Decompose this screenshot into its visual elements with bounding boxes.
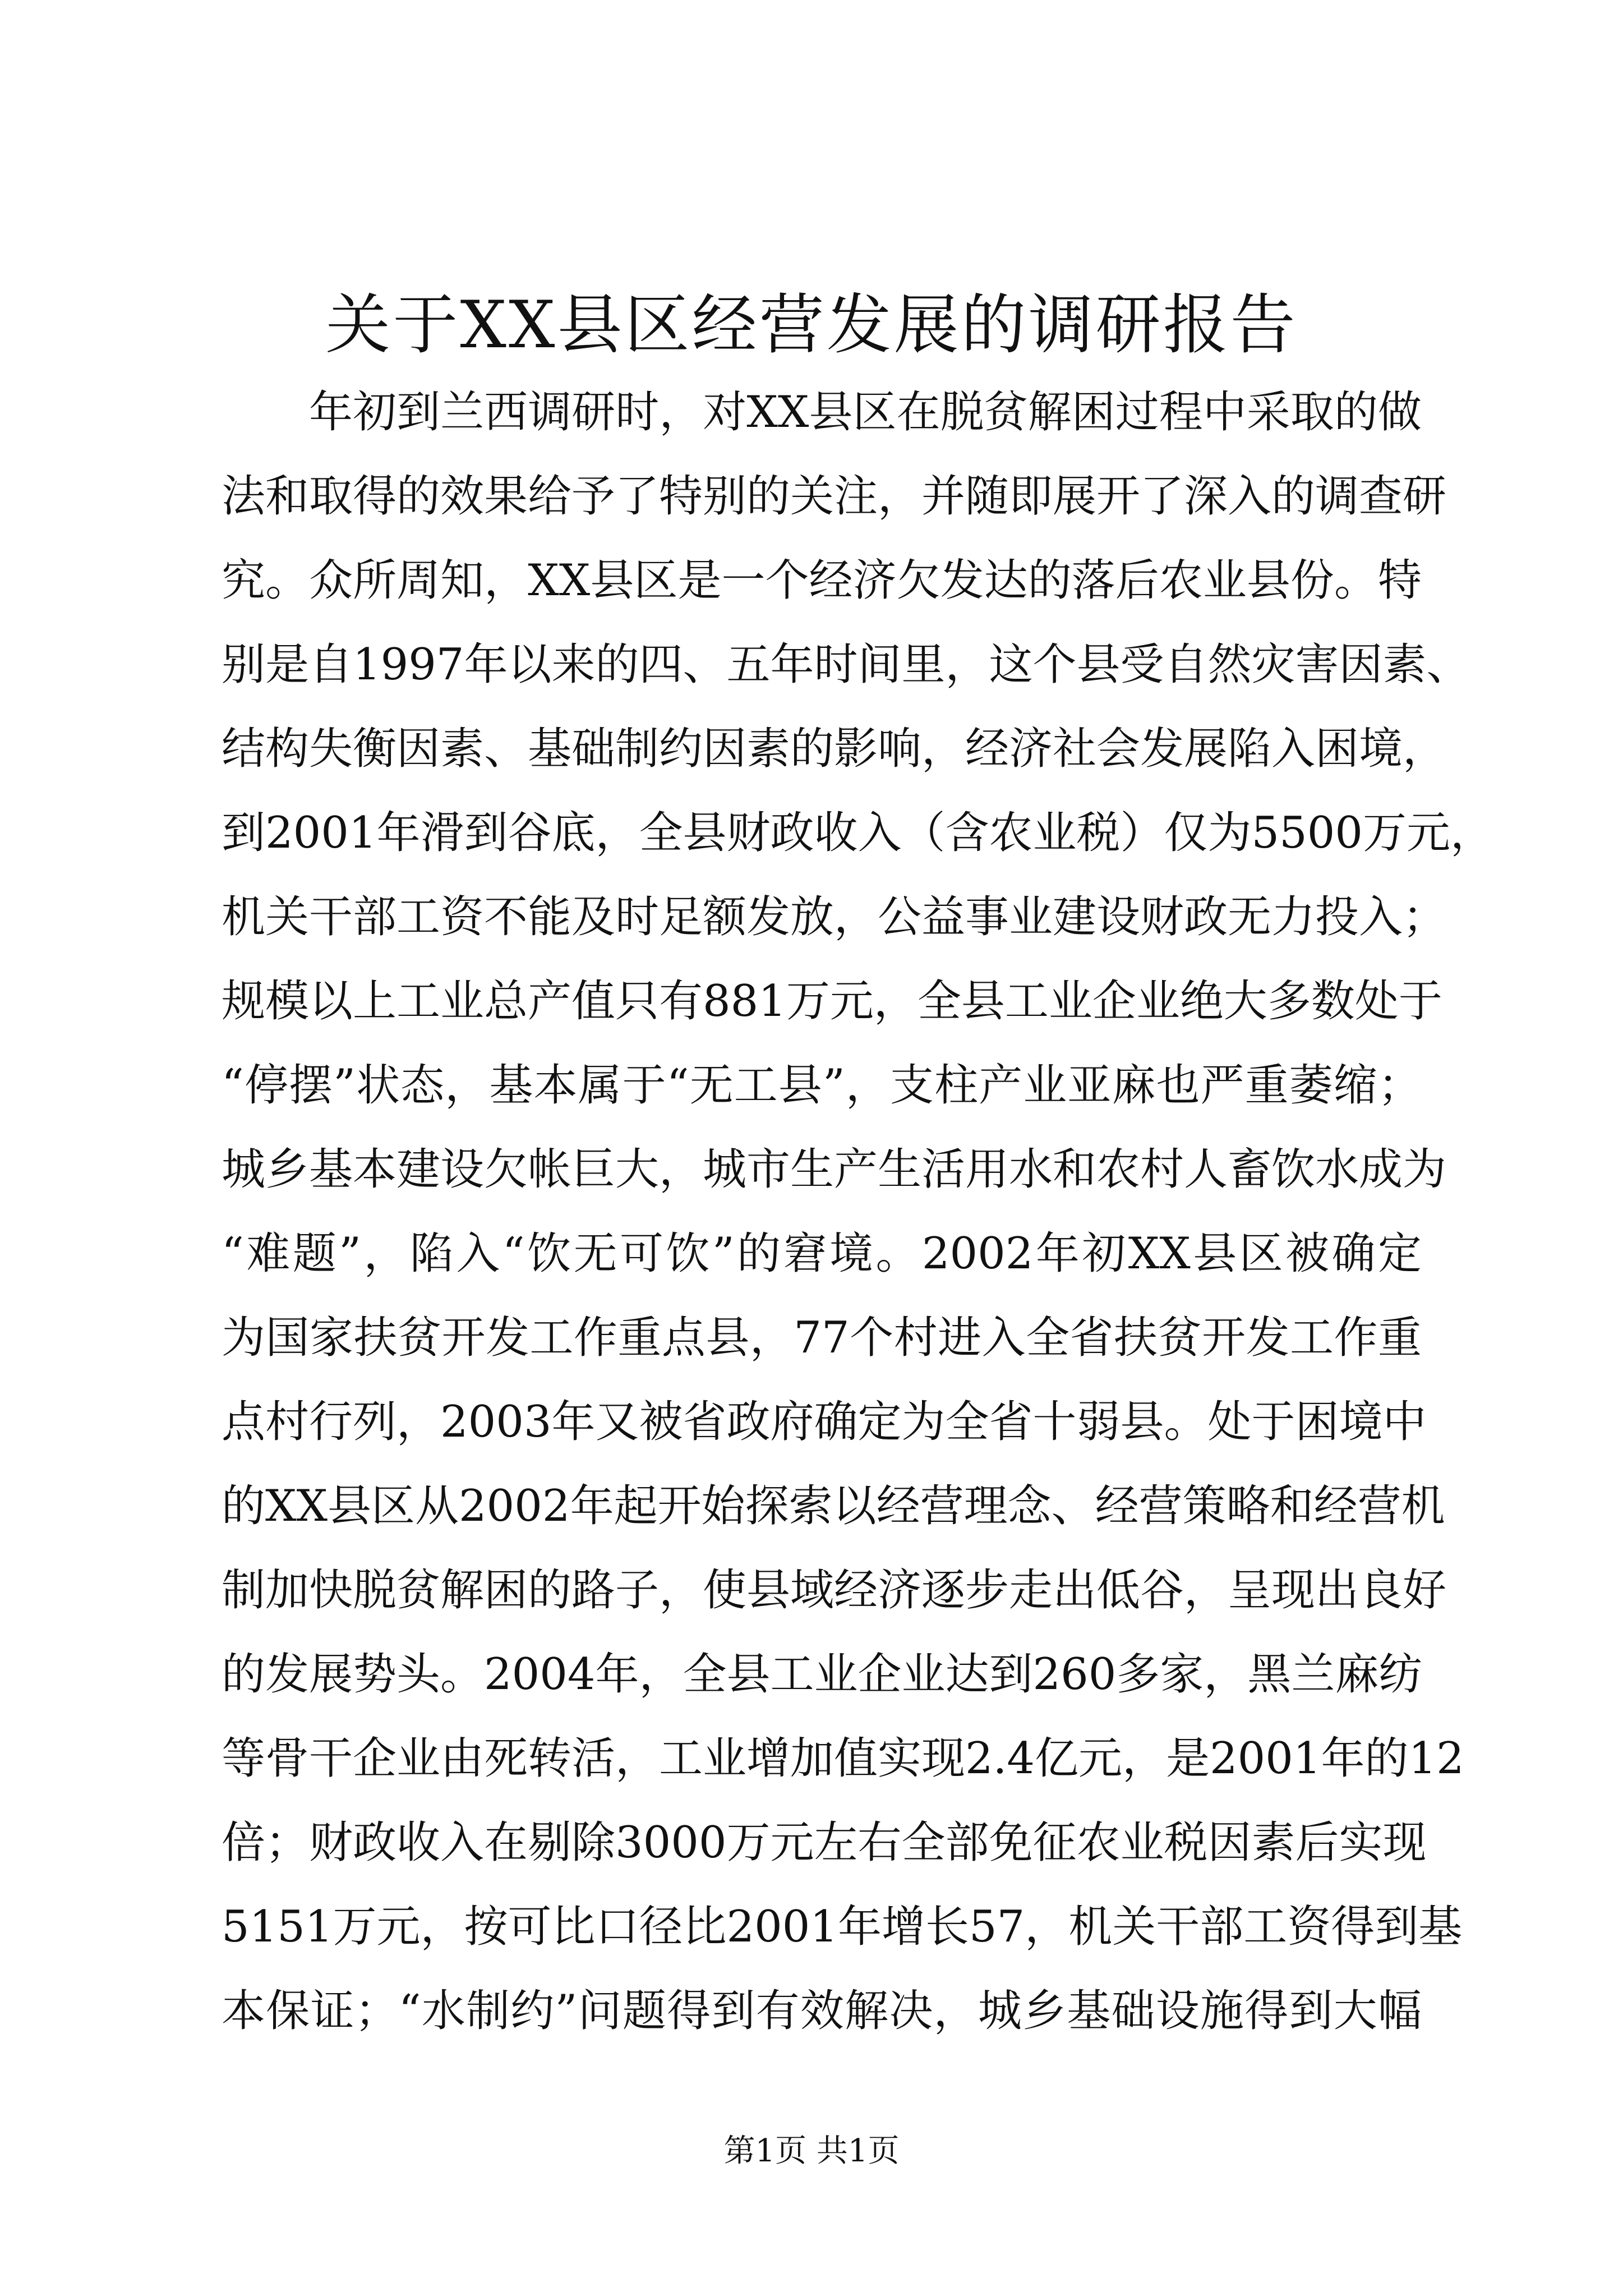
body-line: “停摆”状态，基本属于“无工县”，支柱产业亚麻也严重萎缩； <box>222 1060 1422 1111</box>
body-line: 点村行列，2003年又被省政府确定为全省十弱县。处于困境中 <box>222 1397 1427 1447</box>
body-line: 制加快脱贫解困的路子，使县域经济逐步走出低谷，呈现出良好 <box>222 1565 1447 1616</box>
body-line: 机关干部工资不能及时足额发放，公益事业建设财政无力投入； <box>222 892 1447 942</box>
body-line: 5151万元，按可比口径比2001年增长57，机关干部工资得到基 <box>222 1902 1463 1952</box>
body-line: 本保证；“水制约”问题得到有效解决，城乡基础设施得到大幅 <box>222 1986 1422 2036</box>
page-footer: 第1页 共1页 <box>723 2133 900 2169</box>
body-line: 年初到兰西调研时，对XX县区在脱贫解困过程中采取的做 <box>309 387 1422 438</box>
body-line: 为国家扶贫开发工作重点县，77个村进入全省扶贫开发工作重 <box>222 1313 1422 1363</box>
body-line: 究。众所周知，XX县区是一个经济欠发达的落后农业县份。特 <box>222 555 1422 606</box>
body-line: 城乡基本建设欠帐巨大，城市生产生活用水和农村人畜饮水成为 <box>222 1144 1447 1195</box>
body-line: 结构失衡因素、基础制约因素的影响，经济社会发展陷入困境， <box>222 724 1447 774</box>
document-title: 关于XX县区经营发展的调研报告 <box>325 287 1298 363</box>
body-line: 别是自1997年以来的四、五年时间里，这个县受自然灾害因素、 <box>222 639 1470 690</box>
body-line: 等骨干企业由死转活，工业增加值实现2.4亿元，是2001年的12 <box>222 1733 1464 1784</box>
body-line: 规模以上工业总产值只有881万元，全县工业企业绝大多数处于 <box>222 976 1442 1027</box>
body-line: 倍；财政收入在剔除3000万元左右全部免征农业税因素后实现 <box>222 1818 1427 1868</box>
document-body <box>222 370 1495 2053</box>
body-line: 法和取得的效果给予了特别的关注，并随即展开了深入的调查研 <box>222 471 1447 522</box>
body-line: “难题”，陷入“饮无可饮”的窘境。2002年初XX县区被确定 <box>222 1228 1422 1279</box>
body-line: 的发展势头。2004年，全县工业企业达到260多家，黑兰麻纺 <box>222 1649 1423 1700</box>
body-line: 的XX县区从2002年起开始探索以经营理念、经营策略和经营机 <box>222 1481 1445 1531</box>
body-line: 到2001年滑到谷底，全县财政收入（含农业税）仅为5500万元， <box>222 808 1495 858</box>
